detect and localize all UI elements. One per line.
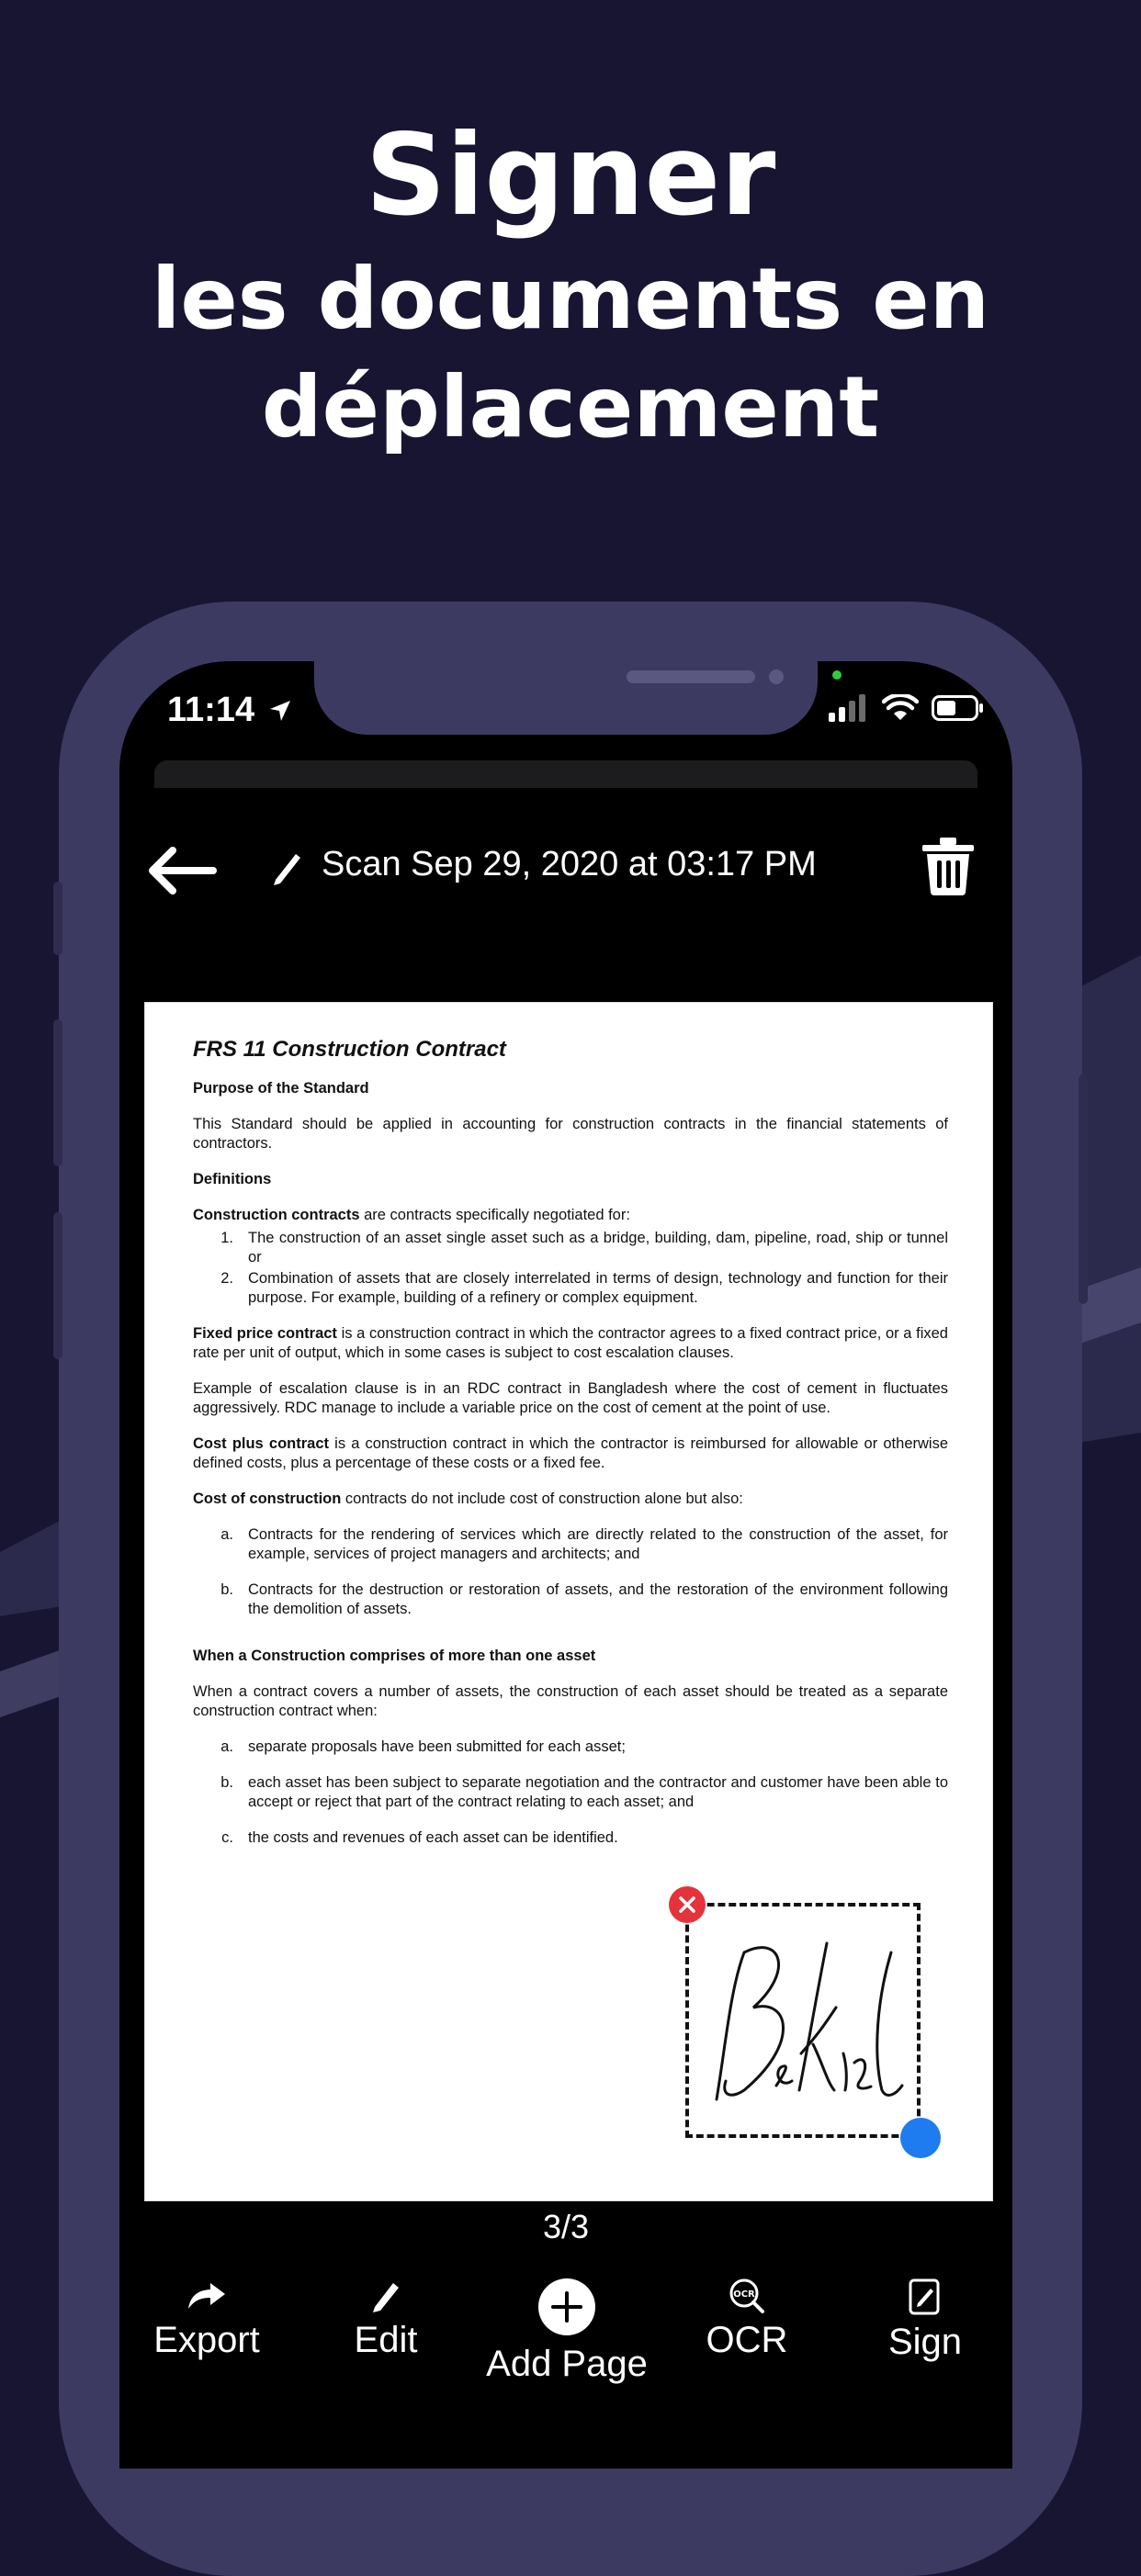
- list-text: The construction of an asset single asset such as a bridge, building, dam, pipeline, road, ship or tunnel or: [248, 1230, 948, 1266]
- list-marker: b.: [220, 1581, 233, 1598]
- list-item: [193, 1525, 948, 1564]
- term: Fixed price contract: [193, 1325, 337, 1342]
- scanned-document-page: [145, 1003, 992, 2200]
- headline-subtitle-2: déplacement: [261, 358, 880, 456]
- definition: is a construction contract in which the contractor is reimbursed for allowable or otherwise defined costs, plus a percentage of these costs or a fixed fee.: [193, 1435, 948, 1471]
- list-marker: a.: [220, 1738, 233, 1755]
- volume-down-button: [53, 1212, 62, 1359]
- speaker: [627, 670, 755, 683]
- document-title[interactable]: Scan Sep 29, 2020 at 03:17 PM: [322, 845, 817, 883]
- status-time: [167, 691, 292, 730]
- document-content: [193, 1037, 948, 1864]
- list-text: each asset has been subject to separate negotiation and the contractor and customer have been able to accept or reject that part of the contract relating to each asset; and: [248, 1774, 948, 1810]
- headline-subtitle-1: les documents en: [151, 250, 990, 348]
- sign-label: Sign: [887, 2322, 963, 2362]
- list-item: [193, 1269, 948, 1308]
- add-page-button[interactable]: [480, 2278, 654, 2385]
- signature-box[interactable]: [685, 1903, 921, 2138]
- doc-paragraph-construction-contracts: [193, 1206, 948, 1225]
- status-icons: [829, 694, 985, 722]
- list-marker: 1.: [220, 1230, 233, 1246]
- ocr-magnifier-icon: [726, 2278, 768, 2314]
- edit-label: Edit: [354, 2320, 418, 2360]
- list-item: [193, 1828, 948, 1848]
- doc-title: FRS 11 Construction Contract: [193, 1037, 506, 1062]
- cellular-signal-icon: [829, 694, 869, 722]
- page-indicator: 3/3: [542, 2208, 590, 2245]
- volume-up-button: [53, 1019, 62, 1166]
- navigation-bar: [119, 817, 1012, 918]
- ocr-button[interactable]: [660, 2278, 834, 2361]
- doc-paragraph-more-than-one-asset: When a contract covers a number of assets, the construction of each asset should be treated as a separate construction contract when:: [193, 1683, 948, 1719]
- mute-switch: [53, 882, 62, 955]
- sign-button[interactable]: [838, 2278, 1012, 2363]
- export-button[interactable]: [119, 2278, 294, 2361]
- list-item: [193, 1773, 948, 1812]
- sign-document-icon: [907, 2278, 943, 2316]
- status-time-text: 11:14: [167, 691, 255, 729]
- notch: [314, 661, 818, 735]
- doc-heading-definitions: Definitions: [193, 1171, 272, 1187]
- list-text: Contracts for the rendering of services which are directly related to the construction of the asset, for example, services of project managers and architects; and: [248, 1526, 948, 1562]
- doc-heading-more-than-one-asset: When a Construction comprises of more than one asset: [193, 1648, 596, 1664]
- headline-title: Signer: [365, 110, 776, 241]
- doc-list-construction-contracts: [193, 1229, 948, 1308]
- rename-pencil-icon[interactable]: [270, 849, 303, 887]
- share-arrow-icon: [185, 2278, 229, 2314]
- wifi-icon: [882, 694, 919, 722]
- resize-signature-handle[interactable]: [900, 2118, 941, 2158]
- term: Construction contracts: [193, 1207, 360, 1223]
- remove-signature-button[interactable]: [669, 1886, 706, 1923]
- export-label: Export: [153, 2320, 260, 2360]
- plus-circle-icon: [537, 2278, 596, 2336]
- back-arrow-icon[interactable]: [143, 843, 217, 898]
- doc-paragraph-escalation: Example of escalation clause is in an RDC contract in Bangladesh where the cost of cement in fluctuates aggressively. RDC manage to include a variable price on the cost of cement at the point of use.: [193, 1380, 948, 1416]
- doc-heading-purpose: Purpose of the Standard: [193, 1080, 369, 1097]
- bottom-toolbar: [119, 2278, 1012, 2415]
- list-marker: c.: [221, 1829, 233, 1846]
- definition: are contracts specifically negotiated for:: [359, 1207, 630, 1223]
- definition: contracts do not include cost of construction alone but also:: [341, 1490, 743, 1507]
- edit-button[interactable]: [299, 2278, 473, 2361]
- pencil-icon: [367, 2278, 404, 2314]
- list-marker: b.: [220, 1774, 233, 1791]
- doc-paragraph-purpose: This Standard should be applied in accounting for construction contracts in the financial statements of contractors.: [193, 1116, 948, 1152]
- trash-icon[interactable]: [921, 836, 976, 896]
- power-button: [1079, 1074, 1088, 1304]
- doc-paragraph-cost-plus: [193, 1434, 948, 1473]
- list-item: [193, 1738, 948, 1757]
- location-arrow-icon: [268, 699, 292, 723]
- doc-list-cost-of-construction: [193, 1525, 948, 1619]
- definition: is a construction contract in which the contractor agrees to a fixed contract price, or a fixed rate per unit of output, which in some cases is subject to cost escalation clauses.: [193, 1325, 948, 1361]
- list-text: Combination of assets that are closely interrelated in terms of design, technology and function for their purpose. For example, building of a refinery or complex equipment.: [248, 1270, 948, 1306]
- list-marker: a.: [220, 1526, 233, 1543]
- svg-text:OCR: OCR: [733, 2289, 755, 2300]
- doc-list-more-than-one-asset: [193, 1738, 948, 1848]
- battery-icon: [932, 694, 985, 722]
- list-text: Contracts for the destruction or restoration of assets, and the restoration of the environment following the demolition of assets.: [248, 1581, 948, 1617]
- front-camera: [769, 669, 784, 684]
- ocr-label: OCR: [706, 2320, 788, 2360]
- camera-in-use-dot: [832, 670, 842, 680]
- sheet-edge: [154, 760, 977, 788]
- term: Cost plus contract: [193, 1435, 329, 1452]
- list-text: the costs and revenues of each asset can be identified.: [248, 1829, 618, 1846]
- term: Cost of construction: [193, 1490, 342, 1507]
- list-marker: 2.: [220, 1270, 233, 1287]
- list-text: separate proposals have been submitted for each asset;: [248, 1738, 626, 1755]
- doc-paragraph-cost-of-construction: [193, 1490, 948, 1509]
- add-page-label: Add Page: [486, 2344, 648, 2384]
- phone-screen: [119, 661, 1012, 2469]
- close-icon: [669, 1886, 706, 1923]
- handwritten-signature: [689, 1907, 917, 2134]
- list-item: [193, 1580, 948, 1619]
- list-item: [193, 1229, 948, 1267]
- doc-paragraph-fixed-price: [193, 1324, 948, 1363]
